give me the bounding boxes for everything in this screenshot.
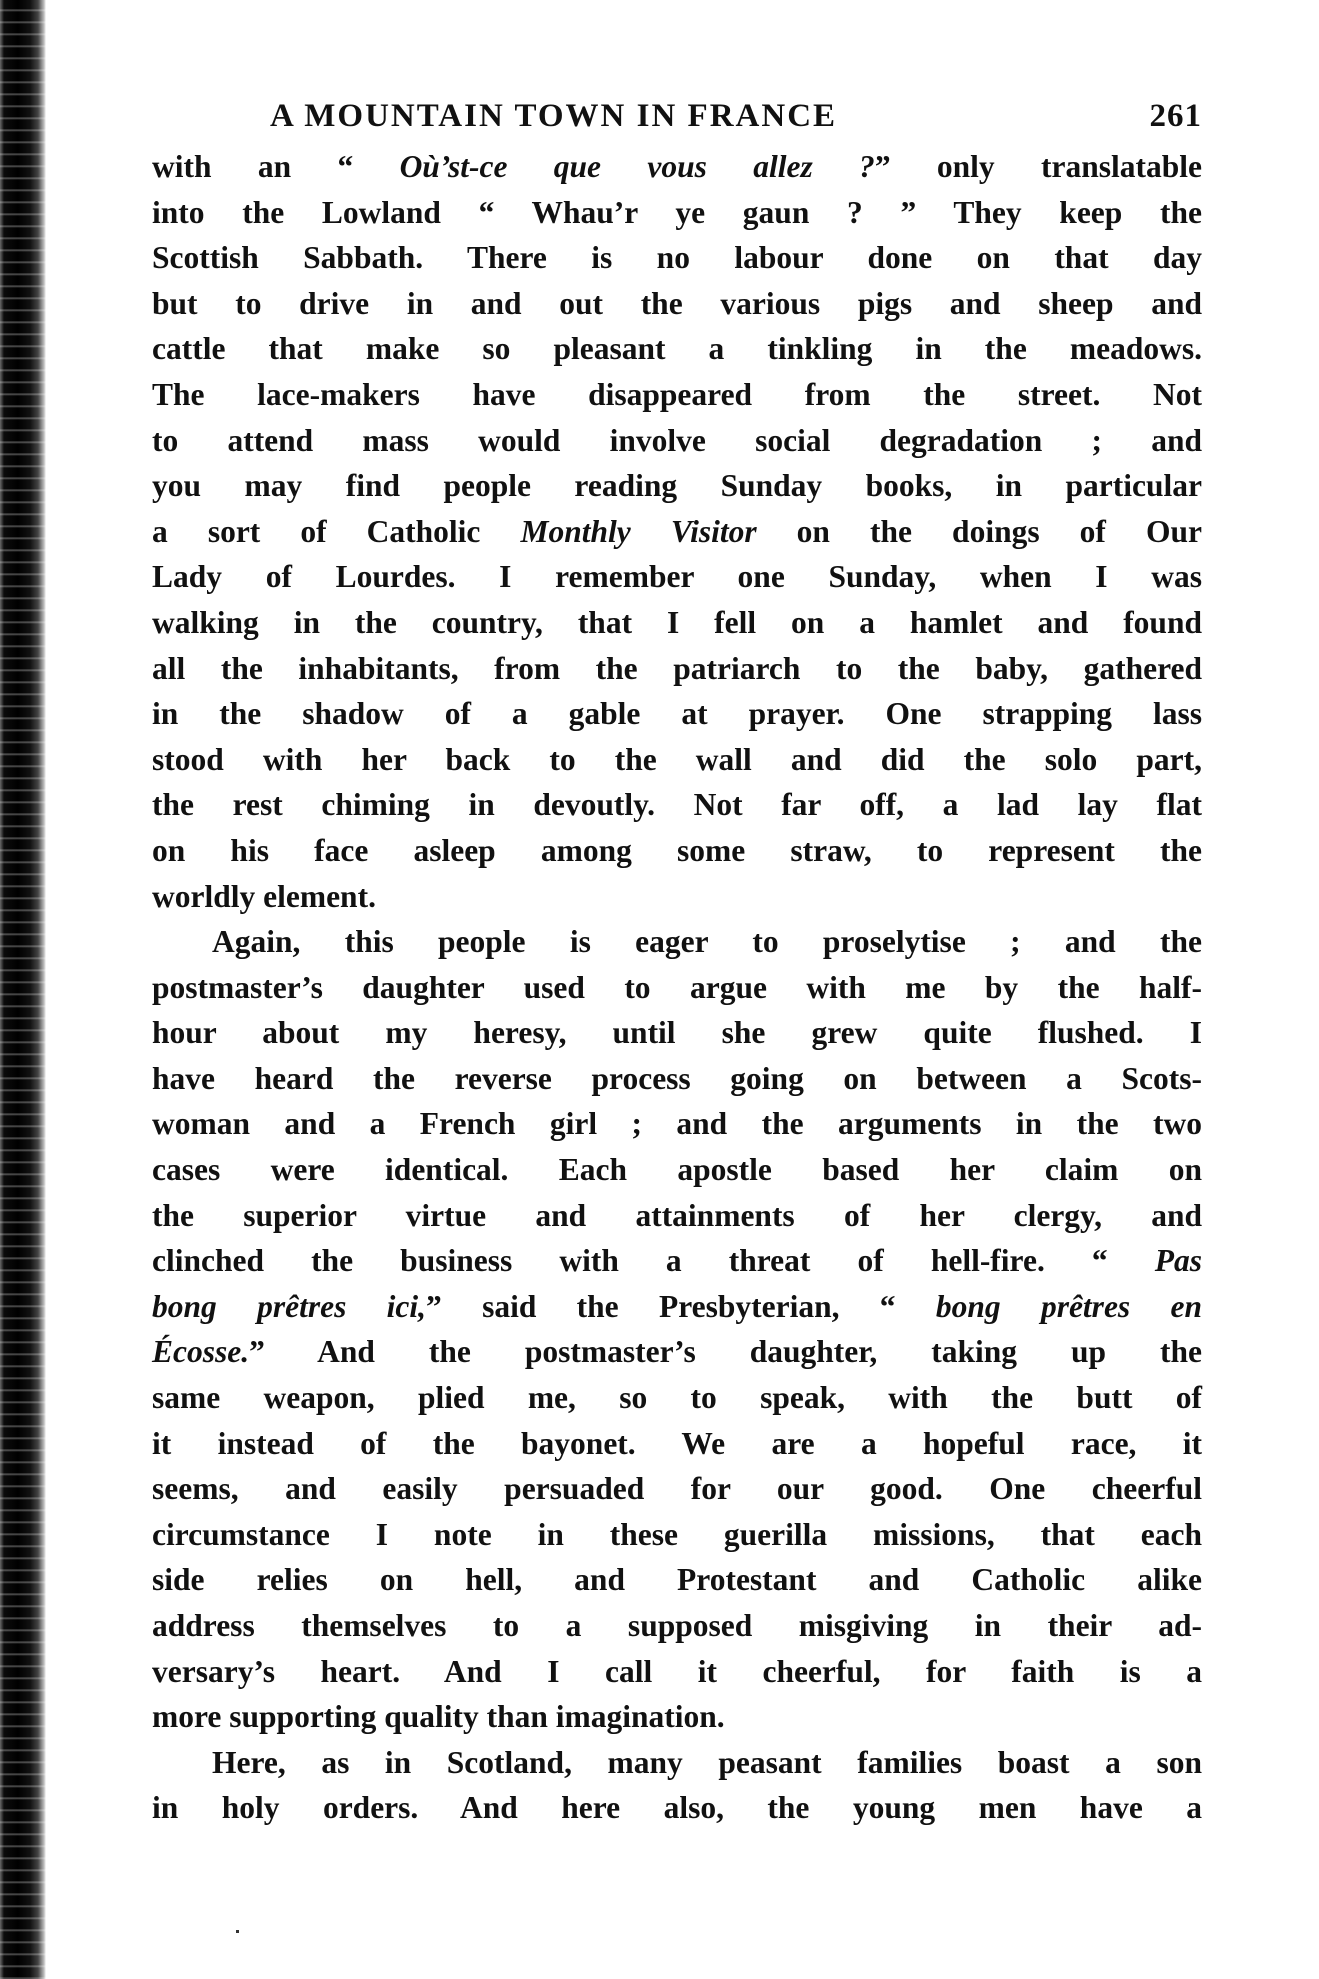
- text-segment: cattle that make so pleasant a tinkling in the meadows.: [152, 331, 1202, 367]
- text-line: [152, 463, 1202, 509]
- text-line: [152, 782, 1202, 828]
- text-segment: worldly element.: [152, 878, 376, 914]
- text-line: [152, 1193, 1202, 1239]
- text-segment: walking in the country, that I fell on a hamlet and found: [152, 604, 1202, 640]
- text-segment: have heard the reverse process going on between a Scots-: [152, 1060, 1202, 1096]
- text-line: [152, 1329, 1202, 1375]
- text-line: [152, 372, 1202, 418]
- text-segment: you may find people reading Sunday books, in particular: [152, 468, 1202, 504]
- text-segment: Again, this people is eager to proselytise ; and the: [212, 924, 1202, 960]
- page-number: 261: [1149, 98, 1202, 134]
- italic-text: bong prêtres ici,: [152, 1288, 426, 1324]
- text-segment: ” only translatable: [874, 149, 1203, 184]
- text-line: [152, 965, 1202, 1011]
- text-line: [152, 190, 1202, 236]
- text-line: [152, 737, 1202, 783]
- text-line: [152, 1603, 1202, 1649]
- running-head: [152, 92, 1202, 140]
- text-segment: Lady of Lourdes. I remember one Sunday, when I was: [152, 559, 1202, 595]
- text-segment: clinched the business with a threat of hell-fire. “: [152, 1243, 1155, 1279]
- text-segment: The lace-makers have disappeared from the street. Not: [152, 376, 1202, 412]
- text-line: [152, 1101, 1202, 1147]
- text-line: [152, 646, 1202, 692]
- text-line: [152, 554, 1202, 600]
- text-line: [152, 1466, 1202, 1512]
- text-line: [152, 144, 1202, 190]
- text-line: [152, 600, 1202, 646]
- text-line: [152, 1010, 1202, 1056]
- text-line: [152, 919, 1202, 965]
- text-segment: cases were identical. Each apostle based her claim on: [152, 1152, 1202, 1188]
- text-segment: into the Lowland “ Whau’r ye gaun ? ” They keep the: [152, 194, 1202, 230]
- text-segment: a sort of Catholic: [152, 513, 521, 549]
- italic-text: bong prêtres en: [935, 1288, 1202, 1324]
- text-segment: on his face asleep among some straw, to represent the: [152, 832, 1202, 868]
- text-segment: more supporting quality than imagination.: [152, 1699, 725, 1735]
- text-line: [152, 1557, 1202, 1603]
- text-line: [152, 1147, 1202, 1193]
- italic-text: Où’st-ce que vous allez ?: [399, 149, 875, 184]
- text-segment: with an “: [152, 149, 400, 184]
- text-line: [152, 1649, 1202, 1695]
- text-segment: versary’s heart. And I call it cheerful, for faith is a: [152, 1653, 1202, 1689]
- text-segment: but to drive in and out the various pigs and sheep and: [152, 285, 1202, 321]
- italic-text: Pas: [1154, 1243, 1202, 1279]
- text-line: [152, 1238, 1202, 1284]
- book-page: [152, 92, 1202, 1831]
- text-segment: seems, and easily persuaded for our good. One cheerful: [152, 1471, 1202, 1507]
- text-segment: all the inhabitants, from the patriarch to the baby, gathered: [152, 650, 1202, 686]
- text-line: [152, 1740, 1202, 1786]
- text-segment: in the shadow of a gable at prayer. One strapping lass: [152, 696, 1202, 732]
- text-line: [152, 691, 1202, 737]
- text-segment: to attend mass would involve social degradation ; and: [152, 422, 1202, 458]
- text-line: [152, 1421, 1202, 1467]
- text-line: [152, 828, 1202, 874]
- text-segment: ” And the postmaster’s daughter, taking up the: [249, 1334, 1202, 1370]
- italic-text: Monthly Visitor: [520, 513, 757, 549]
- text-line: [152, 1375, 1202, 1421]
- text-line: [152, 418, 1202, 464]
- text-segment: ” said the Presbyterian, “: [426, 1288, 936, 1324]
- text-line: [152, 281, 1202, 327]
- text-segment: Here, as in Scotland, many peasant families boast a son: [212, 1744, 1202, 1780]
- text-line: [152, 1694, 1202, 1740]
- italic-text: Écosse.: [152, 1334, 250, 1370]
- text-segment: stood with her back to the wall and did the solo part,: [152, 741, 1202, 777]
- text-segment: it instead of the bayonet. We are a hopeful race, it: [152, 1425, 1202, 1461]
- text-segment: postmaster’s daughter used to argue with me by the half-: [152, 969, 1202, 1005]
- text-segment: circumstance I note in these guerilla missions, that each: [152, 1516, 1202, 1552]
- text-segment: woman and a French girl ; and the arguments in the two: [152, 1106, 1202, 1142]
- text-line: [152, 326, 1202, 372]
- text-line: [152, 509, 1202, 555]
- text-segment: same weapon, plied me, so to speak, with the butt of: [152, 1380, 1202, 1416]
- text-line: [152, 1056, 1202, 1102]
- print-speck: [236, 1930, 239, 1933]
- text-segment: in holy orders. And here also, the young men have a: [152, 1790, 1202, 1826]
- text-line: [152, 1512, 1202, 1558]
- text-segment: Scottish Sabbath. There is no labour done on that day: [152, 240, 1202, 276]
- text-segment: on the doings of Our: [756, 513, 1202, 549]
- text-line: [152, 235, 1202, 281]
- running-head-title: A MOUNTAIN TOWN IN FRANCE: [270, 98, 838, 134]
- text-segment: the superior virtue and attainments of her clergy, and: [152, 1197, 1202, 1233]
- text-segment: the rest chiming in devoutly. Not far off, a lad lay flat: [152, 787, 1202, 823]
- book-binding-edge: [0, 0, 46, 1979]
- text-line: [152, 1284, 1202, 1330]
- text-segment: address themselves to a supposed misgiving in their ad-: [152, 1608, 1202, 1643]
- text-segment: side relies on hell, and Protestant and Catholic alike: [152, 1562, 1202, 1598]
- text-line: [152, 1785, 1202, 1831]
- text-segment: hour about my heresy, until she grew quite flushed. I: [152, 1015, 1202, 1051]
- body-text: [152, 144, 1202, 1831]
- text-line: [152, 874, 1202, 920]
